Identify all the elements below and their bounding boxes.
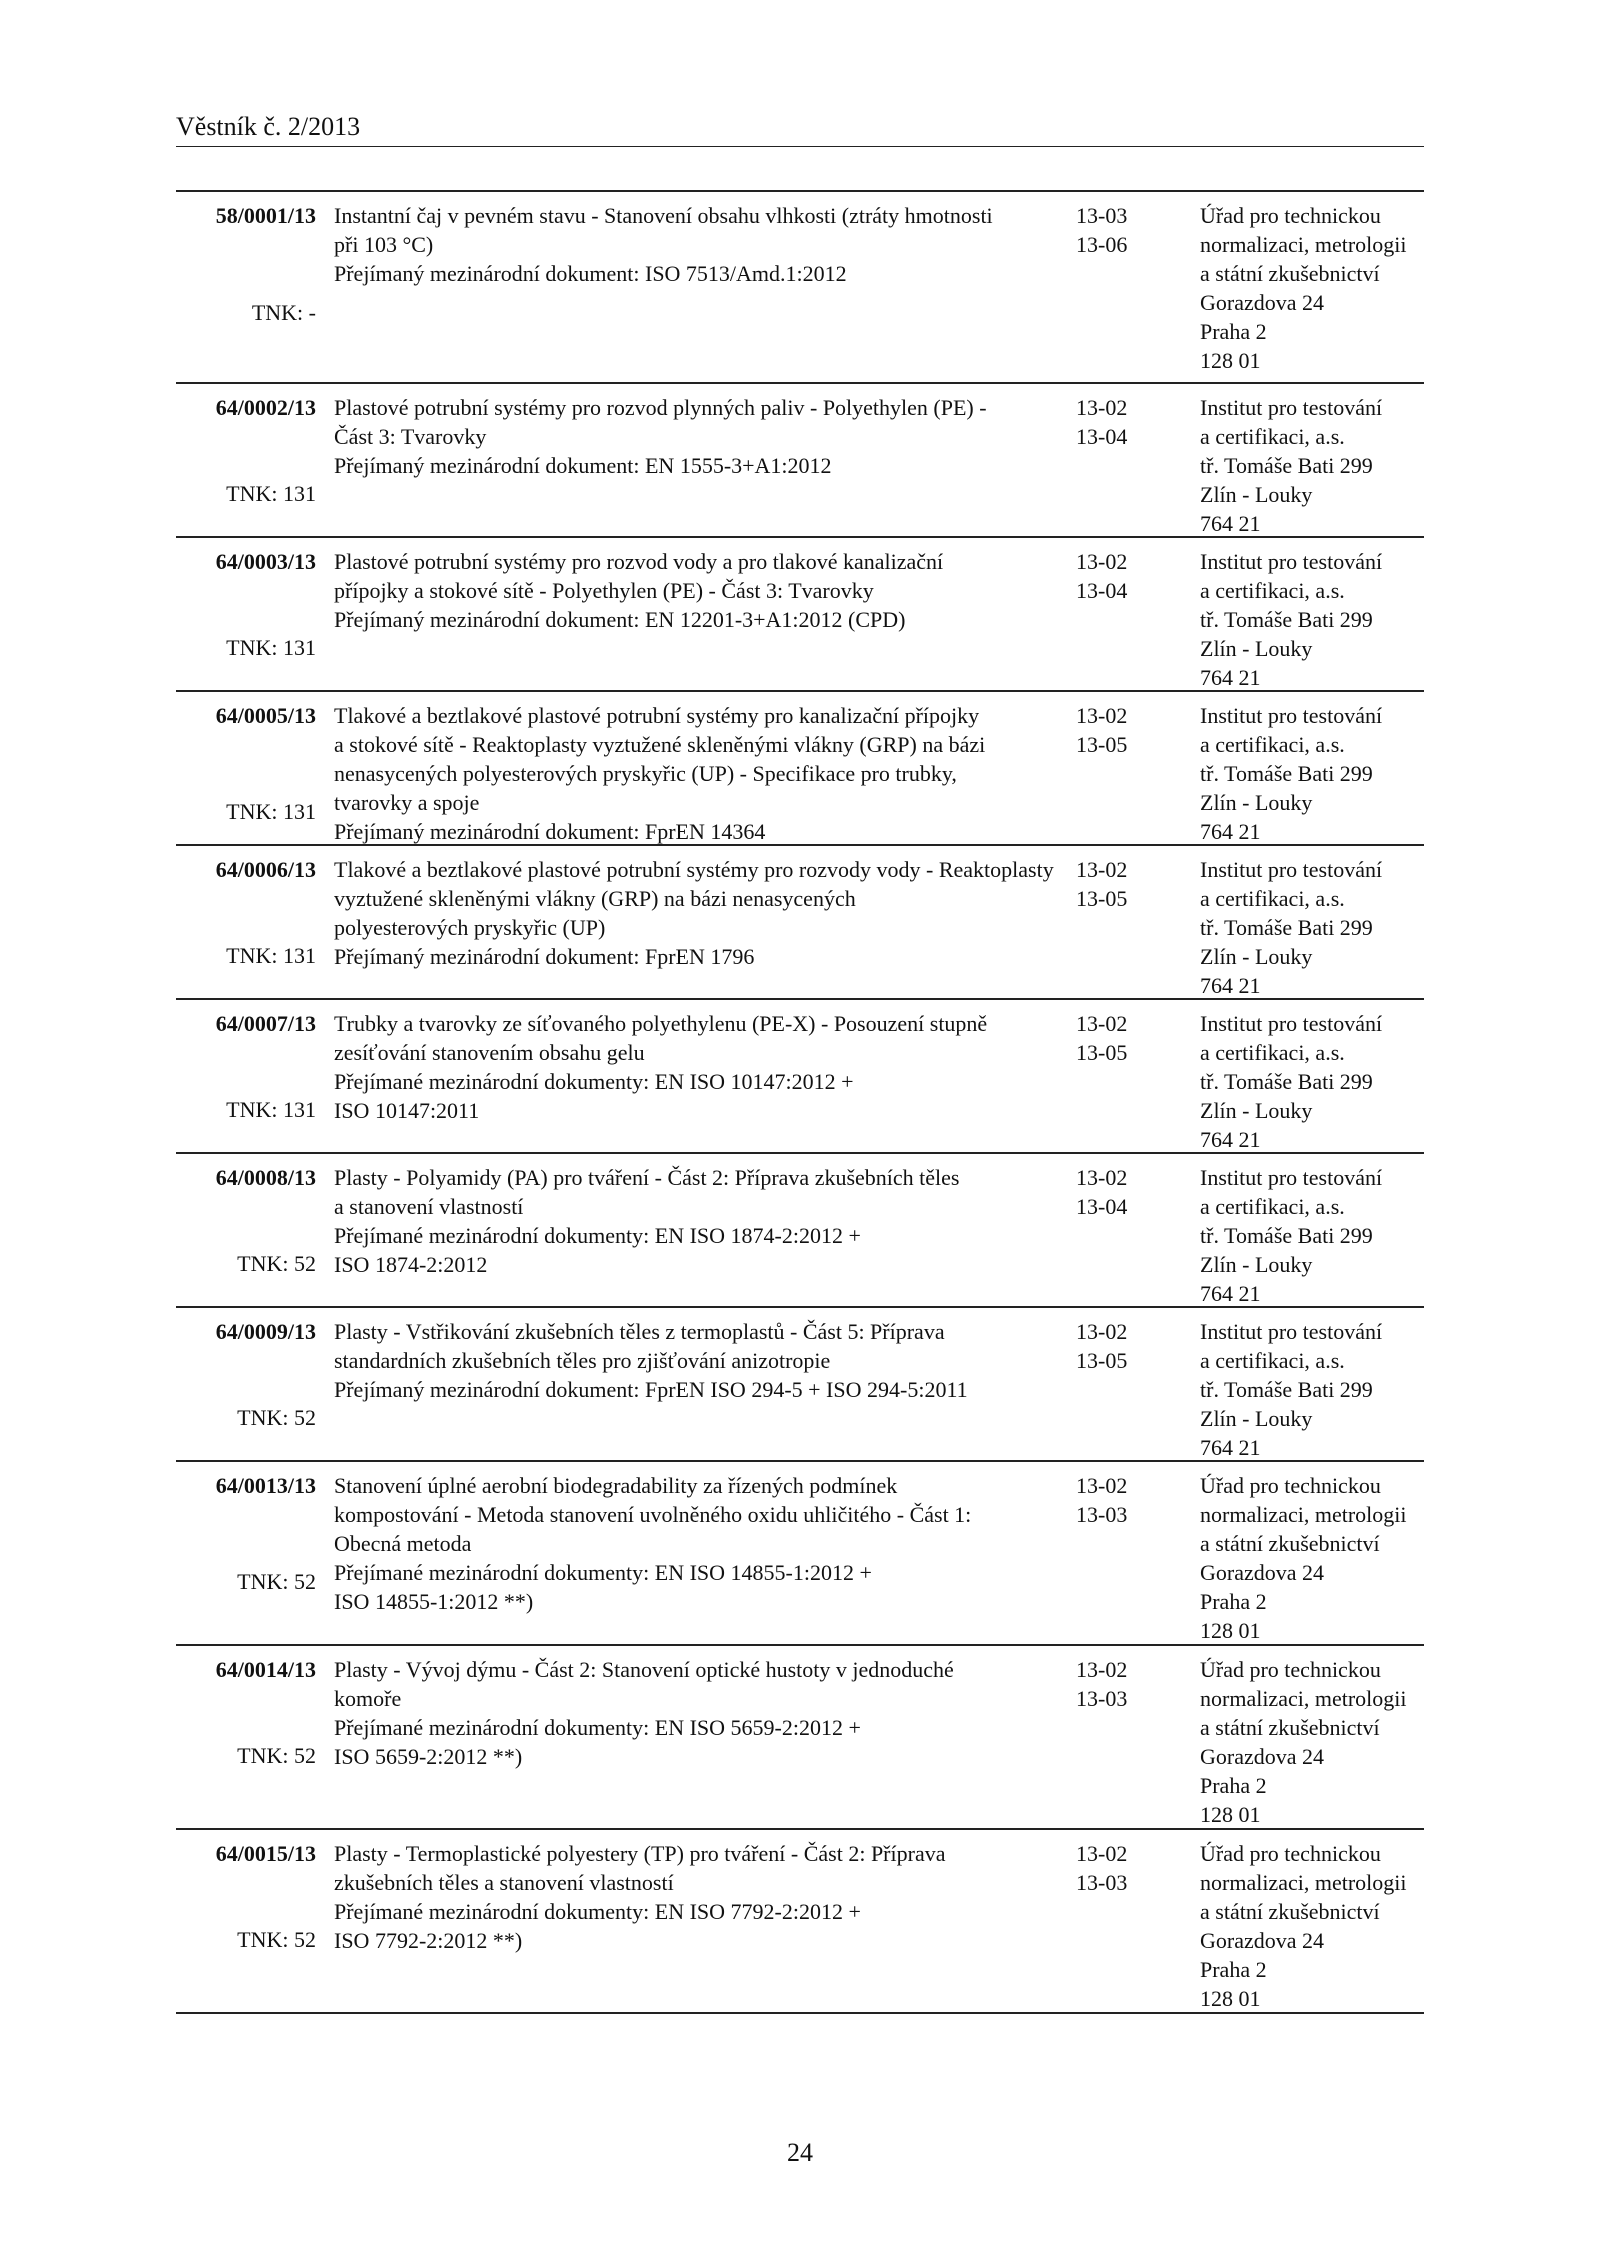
table-row	[176, 1646, 1424, 1830]
address-line: a certifikaci, a.s.	[1200, 886, 1345, 911]
classification-cell	[1076, 1163, 1166, 1221]
title-line: Plasty - Vývoj dýmu - Část 2: Stanovení optické hustoty v jednoduché	[334, 1657, 954, 1682]
address-line: a certifikaci, a.s.	[1200, 732, 1345, 757]
classification-cell	[1076, 393, 1166, 451]
tnk-label: TNK: 52	[237, 1927, 316, 1952]
title-line: Přejímaný mezinárodní dokument: EN 12201-3+A1:2012 (CPD)	[334, 607, 906, 632]
address-line: 764 21	[1200, 1127, 1261, 1152]
address-line: Gorazdova 24	[1200, 1560, 1325, 1585]
title-line: Přejímaný mezinárodní dokument: FprEN 1796	[334, 944, 755, 969]
standard-title-cell	[334, 1839, 1054, 1955]
title-line: Přejímaný mezinárodní dokument: ISO 7513/Amd.1:2012	[334, 261, 847, 286]
title-line: Plasty - Termoplastické polyestery (TP) pro tváření - Část 2: Příprava	[334, 1841, 946, 1866]
classification-code: 13-05	[1076, 1040, 1128, 1065]
address-line: Úřad pro technickou	[1200, 203, 1381, 228]
tnk-label: TNK: 52	[237, 1251, 316, 1276]
address-line: tř. Tomáše Bati 299	[1200, 453, 1373, 478]
classification-code: 13-02	[1076, 857, 1128, 882]
standard-number: 58/0001/13	[215, 203, 316, 228]
page-header-title: Věstník č. 2/2013	[176, 112, 361, 141]
classification-code: 13-03	[1076, 1686, 1128, 1711]
tnk-label: TNK: 131	[226, 799, 316, 824]
tnk-label: TNK: 131	[226, 481, 316, 506]
title-line: Tlakové a beztlakové plastové potrubní systémy pro kanalizační přípojky	[334, 703, 980, 728]
title-line: Plasty - Vstřikování zkušebních těles z termoplastů - Část 5: Příprava	[334, 1319, 945, 1344]
standard-number: 64/0009/13	[215, 1319, 316, 1344]
title-line: zesíťování stanovením obsahu gelu	[334, 1040, 645, 1065]
table-row	[176, 1308, 1424, 1462]
address-line: Praha 2	[1200, 1589, 1267, 1614]
title-line: Plastové potrubní systémy pro rozvod vody a pro tlakové kanalizační	[334, 549, 944, 574]
address-line: 764 21	[1200, 819, 1261, 844]
standard-code-cell	[176, 1163, 316, 1276]
title-line: Přejímané mezinárodní dokumenty: EN ISO 7792-2:2012 +	[334, 1899, 861, 1924]
tnk-label: TNK: 52	[237, 1569, 316, 1594]
tnk-label: TNK: 52	[237, 1405, 316, 1430]
title-line: Přejímaný mezinárodní dokument: FprEN 14364	[334, 819, 766, 844]
table-row	[176, 846, 1424, 1000]
table-row	[176, 1154, 1424, 1308]
address-line: Praha 2	[1200, 1957, 1267, 1982]
classification-code: 13-05	[1076, 732, 1128, 757]
standard-title-cell	[334, 201, 1054, 288]
address-line: tř. Tomáše Bati 299	[1200, 761, 1373, 786]
header-divider	[176, 146, 1424, 147]
standard-code-cell	[176, 393, 316, 506]
processor-address-cell	[1200, 1009, 1430, 1154]
processor-address-cell	[1200, 393, 1430, 538]
title-line: Přejímaný mezinárodní dokument: FprEN ISO 294-5 + ISO 294-5:2011	[334, 1377, 968, 1402]
classification-code: 13-02	[1076, 549, 1128, 574]
standard-title-cell	[334, 547, 1054, 634]
tnk-label: TNK: -	[251, 300, 316, 325]
address-line: tř. Tomáše Bati 299	[1200, 915, 1373, 940]
title-line: Část 3: Tvarovky	[334, 424, 487, 449]
classification-code: 13-02	[1076, 703, 1128, 728]
standard-number: 64/0005/13	[215, 703, 316, 728]
table-row	[176, 1462, 1424, 1646]
processor-address-cell	[1200, 201, 1430, 375]
processor-address-cell	[1200, 1655, 1430, 1829]
title-line: při 103 °C)	[334, 232, 434, 257]
address-line: a certifikaci, a.s.	[1200, 424, 1345, 449]
address-line: tř. Tomáše Bati 299	[1200, 607, 1373, 632]
title-line: standardních zkušebních těles pro zjišťování anizotropie	[334, 1348, 831, 1373]
address-line: 128 01	[1200, 348, 1261, 373]
classification-code: 13-02	[1076, 1841, 1128, 1866]
classification-code: 13-03	[1076, 1870, 1128, 1895]
classification-code: 13-04	[1076, 424, 1128, 449]
standard-number: 64/0003/13	[215, 549, 316, 574]
address-line: 764 21	[1200, 973, 1261, 998]
standard-number: 64/0013/13	[215, 1473, 316, 1498]
tnk-label: TNK: 131	[226, 1097, 316, 1122]
title-line: Instantní čaj v pevném stavu - Stanovení obsahu vlhkosti (ztráty hmotnosti	[334, 203, 993, 228]
standard-title-cell	[334, 393, 1054, 480]
address-line: Zlín - Louky	[1200, 1406, 1313, 1431]
address-line: a certifikaci, a.s.	[1200, 1040, 1345, 1065]
title-line: polyesterových pryskyřic (UP)	[334, 915, 606, 940]
address-line: Institut pro testování	[1200, 1165, 1383, 1190]
processor-address-cell	[1200, 855, 1430, 1000]
address-line: normalizaci, metrologii	[1200, 1870, 1407, 1895]
classification-code: 13-04	[1076, 1194, 1128, 1219]
title-line: Plastové potrubní systémy pro rozvod plynných paliv - Polyethylen (PE) -	[334, 395, 987, 420]
address-line: 128 01	[1200, 1986, 1261, 2011]
title-line: přípojky a stokové sítě - Polyethylen (PE) - Část 3: Tvarovky	[334, 578, 874, 603]
address-line: Zlín - Louky	[1200, 1098, 1313, 1123]
tnk-label: TNK: 131	[226, 943, 316, 968]
table-row	[176, 384, 1424, 538]
classification-cell	[1076, 547, 1166, 605]
classification-cell	[1076, 855, 1166, 913]
classification-cell	[1076, 1839, 1166, 1897]
address-line: Úřad pro technickou	[1200, 1841, 1381, 1866]
address-line: Gorazdova 24	[1200, 1744, 1325, 1769]
address-line: 764 21	[1200, 1281, 1261, 1306]
standard-code-cell	[176, 1009, 316, 1122]
title-line: komoře	[334, 1686, 402, 1711]
classification-cell	[1076, 201, 1166, 259]
standard-code-cell	[176, 1839, 316, 1952]
standard-title-cell	[334, 1163, 1054, 1279]
address-line: Zlín - Louky	[1200, 790, 1313, 815]
standard-number: 64/0006/13	[215, 857, 316, 882]
processor-address-cell	[1200, 1163, 1430, 1308]
standard-code-cell	[176, 855, 316, 968]
address-line: Institut pro testování	[1200, 549, 1383, 574]
address-line: a certifikaci, a.s.	[1200, 1194, 1345, 1219]
address-line: Praha 2	[1200, 319, 1267, 344]
address-line: Institut pro testování	[1200, 857, 1383, 882]
address-line: tř. Tomáše Bati 299	[1200, 1223, 1373, 1248]
title-line: Přejímané mezinárodní dokumenty: EN ISO 10147:2012 +	[334, 1069, 854, 1094]
classification-cell	[1076, 1009, 1166, 1067]
title-line: nenasycených polyesterových pryskyřic (UP) - Specifikace pro trubky,	[334, 761, 957, 786]
address-line: Institut pro testování	[1200, 1319, 1383, 1344]
title-line: vyztužené skleněnými vlákny (GRP) na bázi nenasycených	[334, 886, 856, 911]
title-line: tvarovky a spoje	[334, 790, 480, 815]
address-line: Gorazdova 24	[1200, 1928, 1325, 1953]
address-line: Úřad pro technickou	[1200, 1657, 1381, 1682]
tnk-label: TNK: 131	[226, 635, 316, 660]
address-line: 764 21	[1200, 511, 1261, 536]
address-line: 764 21	[1200, 665, 1261, 690]
address-line: 128 01	[1200, 1802, 1261, 1827]
standard-number: 64/0007/13	[215, 1011, 316, 1036]
standard-code-cell	[176, 201, 316, 325]
classification-cell	[1076, 1471, 1166, 1529]
page-number: 24	[787, 2138, 813, 2167]
processor-address-cell	[1200, 1839, 1430, 2013]
classification-code: 13-02	[1076, 395, 1128, 420]
title-line: zkušebních těles a stanovení vlastností	[334, 1870, 674, 1895]
standard-title-cell	[334, 855, 1054, 971]
standard-code-cell	[176, 1471, 316, 1594]
address-line: a státní zkušebnictví	[1200, 261, 1380, 286]
classification-cell	[1076, 1655, 1166, 1713]
table-row	[176, 692, 1424, 846]
standard-number: 64/0008/13	[215, 1165, 316, 1190]
classification-code: 13-02	[1076, 1473, 1128, 1498]
standard-code-cell	[176, 1655, 316, 1768]
title-line: Plasty - Polyamidy (PA) pro tváření - Část 2: Příprava zkušebních těles	[334, 1165, 960, 1190]
address-line: Institut pro testování	[1200, 703, 1383, 728]
standards-table	[176, 190, 1424, 2014]
classification-code: 13-06	[1076, 232, 1128, 257]
title-line: ISO 7792-2:2012 **)	[334, 1928, 523, 1953]
standard-number: 64/0014/13	[215, 1657, 316, 1682]
address-line: a certifikaci, a.s.	[1200, 578, 1345, 603]
title-line: Tlakové a beztlakové plastové potrubní systémy pro rozvody vody - Reaktoplasty	[334, 857, 1054, 882]
address-line: Gorazdova 24	[1200, 290, 1325, 315]
address-line: Zlín - Louky	[1200, 636, 1313, 661]
processor-address-cell	[1200, 1317, 1430, 1462]
address-line: a státní zkušebnictví	[1200, 1899, 1380, 1924]
address-line: 128 01	[1200, 1618, 1261, 1643]
title-line: kompostování - Metoda stanovení uvolněného oxidu uhličitého - Část 1:	[334, 1502, 972, 1527]
title-line: ISO 5659-2:2012 **)	[334, 1744, 523, 1769]
address-line: Praha 2	[1200, 1773, 1267, 1798]
processor-address-cell	[1200, 547, 1430, 692]
title-line: Obecná metoda	[334, 1531, 472, 1556]
address-line: a státní zkušebnictví	[1200, 1531, 1380, 1556]
title-line: a stanovení vlastností	[334, 1194, 524, 1219]
table-row	[176, 192, 1424, 384]
classification-code: 13-02	[1076, 1011, 1128, 1036]
classification-code: 13-03	[1076, 203, 1128, 228]
address-line: tř. Tomáše Bati 299	[1200, 1377, 1373, 1402]
title-line: Přejímané mezinárodní dokumenty: EN ISO 14855-1:2012 +	[334, 1560, 872, 1585]
address-line: normalizaci, metrologii	[1200, 232, 1407, 257]
table-row	[176, 1000, 1424, 1154]
title-line: Přejímané mezinárodní dokumenty: EN ISO 1874-2:2012 +	[334, 1223, 861, 1248]
classification-code: 13-03	[1076, 1502, 1128, 1527]
address-line: a certifikaci, a.s.	[1200, 1348, 1345, 1373]
address-line: a státní zkušebnictví	[1200, 1715, 1380, 1740]
classification-cell	[1076, 701, 1166, 759]
standard-title-cell	[334, 1009, 1054, 1125]
classification-code: 13-05	[1076, 1348, 1128, 1373]
address-line: 764 21	[1200, 1435, 1261, 1460]
table-row	[176, 538, 1424, 692]
address-line: Zlín - Louky	[1200, 944, 1313, 969]
standard-title-cell	[334, 1317, 1054, 1404]
standard-number: 64/0002/13	[215, 395, 316, 420]
classification-code: 13-05	[1076, 886, 1128, 911]
standard-title-cell	[334, 1471, 1054, 1616]
title-line: Stanovení úplné aerobní biodegradability za řízených podmínek	[334, 1473, 898, 1498]
address-line: Zlín - Louky	[1200, 482, 1313, 507]
address-line: Institut pro testování	[1200, 395, 1383, 420]
title-line: Přejímané mezinárodní dokumenty: EN ISO 5659-2:2012 +	[334, 1715, 861, 1740]
title-line: ISO 10147:2011	[334, 1098, 480, 1123]
address-line: Institut pro testování	[1200, 1011, 1383, 1036]
address-line: Úřad pro technickou	[1200, 1473, 1381, 1498]
standard-code-cell	[176, 1317, 316, 1430]
title-line: Trubky a tvarovky ze síťovaného polyethylenu (PE-X) - Posouzení stupně	[334, 1011, 988, 1036]
standard-number: 64/0015/13	[215, 1841, 316, 1866]
processor-address-cell	[1200, 1471, 1430, 1645]
table-row	[176, 1830, 1424, 2014]
address-line: Zlín - Louky	[1200, 1252, 1313, 1277]
title-line: Přejímaný mezinárodní dokument: EN 1555-3+A1:2012	[334, 453, 832, 478]
standard-title-cell	[334, 701, 1054, 846]
classification-cell	[1076, 1317, 1166, 1375]
title-line: a stokové sítě - Reaktoplasty vyztužené skleněnými vlákny (GRP) na bázi	[334, 732, 986, 757]
classification-code: 13-02	[1076, 1165, 1128, 1190]
classification-code: 13-02	[1076, 1319, 1128, 1344]
classification-code: 13-02	[1076, 1657, 1128, 1682]
standard-code-cell	[176, 547, 316, 660]
address-line: normalizaci, metrologii	[1200, 1502, 1407, 1527]
classification-code: 13-04	[1076, 578, 1128, 603]
title-line: ISO 14855-1:2012 **)	[334, 1589, 534, 1614]
processor-address-cell	[1200, 701, 1430, 846]
address-line: normalizaci, metrologii	[1200, 1686, 1407, 1711]
title-line: ISO 1874-2:2012	[334, 1252, 488, 1277]
address-line: tř. Tomáše Bati 299	[1200, 1069, 1373, 1094]
standard-code-cell	[176, 701, 316, 824]
standard-title-cell	[334, 1655, 1054, 1771]
tnk-label: TNK: 52	[237, 1743, 316, 1768]
